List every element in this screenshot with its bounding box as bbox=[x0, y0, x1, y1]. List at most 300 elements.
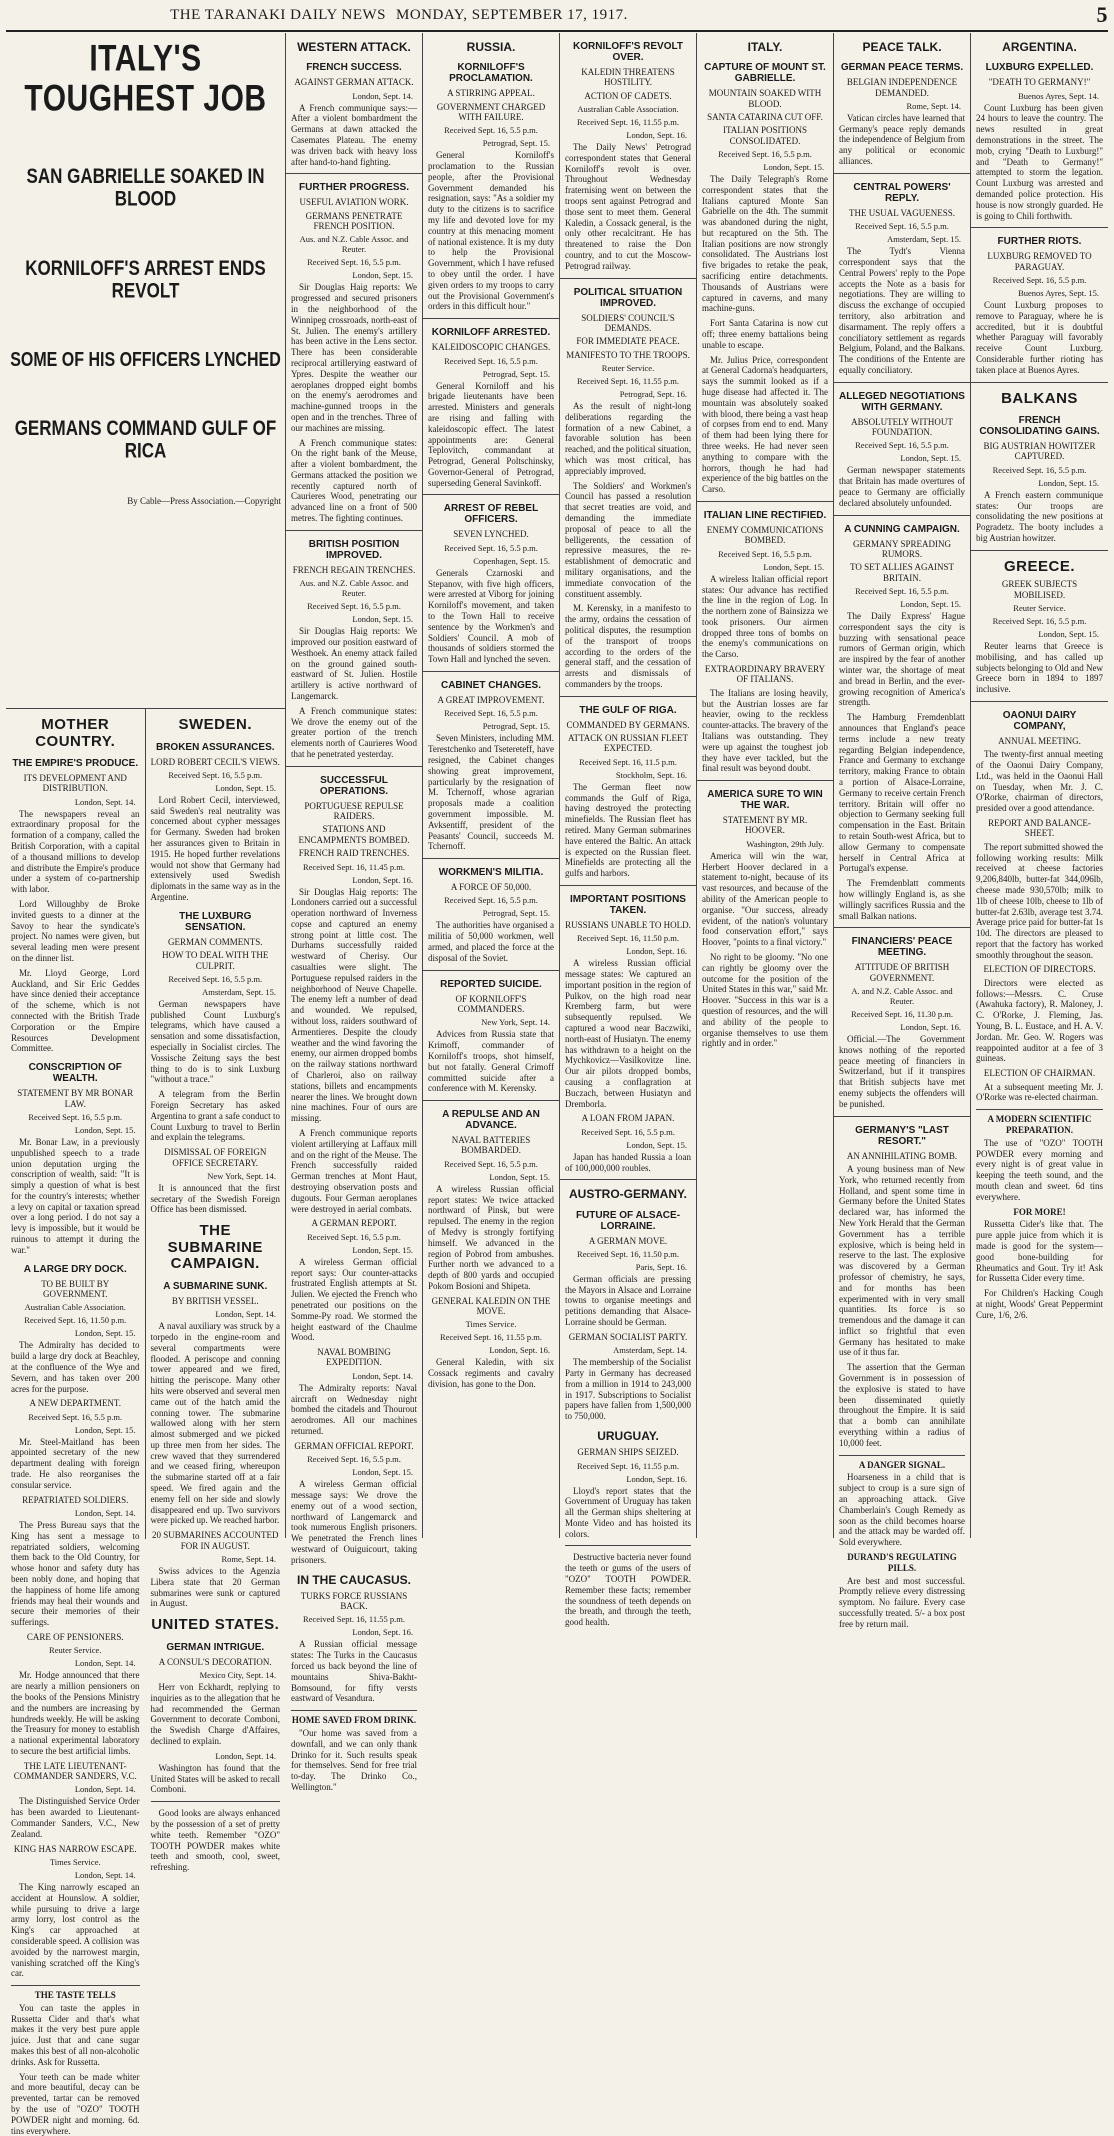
article-text: Mr. Steel-Maitland has been appointed secretary of the new department dealing with foreign trade. He also reorganises the consular service. bbox=[11, 1436, 140, 1490]
ad-text: Your teeth can be made whiter and more beautiful, decay can be prevented, tartar can be removed by the use of "OZO" TOOTH POWDER night and morning. 6d. tins everywhere. bbox=[11, 2071, 140, 2136]
subhead: BROKEN ASSURANCES. bbox=[155, 741, 275, 753]
deck: GERMANY SPREADING RUMORS. bbox=[853, 538, 951, 559]
article-text: Count Luxburg proposes to remove to Paraguay, where he is accredited, but it is doubtful whether Paraguay will favorably receive Count Luxburg. Considerable further rioting has taken place at Buenos Ayres. bbox=[976, 299, 1103, 375]
article-text: Herr von Eckhardt, replying to inquiries as to the allegation that he had recommended the German Government to decorate Comboni, the Swedish Charge d'Affaires, declined to explain. bbox=[150, 1681, 280, 1746]
article-text: The Daily News' Petrograd correspondent states that General Korniloff's revolt is over. Throughout Wednesday fraternising went on between the troops sent against Petrograd and those sent to meet them. General Kaledin, a Cossack general, is the only other recalcitrant. He has threatened to raise the Don country, and to cut the Moscow-Petrograd railway. bbox=[565, 142, 691, 271]
received-time: Received Sept. 16, 5.5 p.m. bbox=[307, 1231, 401, 1242]
received-time: Received Sept. 16, 5.5 p.m. bbox=[992, 615, 1087, 626]
headline: BALKANS bbox=[1001, 389, 1078, 407]
article-text: Count Luxburg has been given 24 hours to leave the country. The news resulted in great demonstrations in the street. The mob, crying "Death to Luxburg!" and "Death to Germany!" attempted to storm the legation. Count Luxburg was arrested and demanded police protection. His house is now strongly guarded. He is going to Chili forthwith. bbox=[976, 102, 1103, 221]
ad-title: A DANGER SIGNAL. bbox=[858, 1459, 946, 1470]
column-argentina bbox=[971, 33, 1108, 1538]
deck: A GERMAN MOVE. bbox=[588, 1235, 668, 1246]
received-time: Received Sept. 16, 5.5 p.m. bbox=[718, 548, 812, 559]
dateline: London, Sept. 16. bbox=[352, 1627, 413, 1638]
dateline: London, Sept. 15. bbox=[1038, 477, 1099, 488]
masthead-title: THE TARANAKI DAILY NEWS bbox=[170, 6, 386, 23]
ad-title: THE TASTE TELLS bbox=[34, 1990, 116, 2001]
headline: NAVAL BOMBING EXPEDITION. bbox=[317, 1347, 391, 1368]
article-text: The Daily Telegraph's Rome correspondent states that the Italians captured Monte San Gabrielle on the 4th. The summit was abandoned during the night, but recaptured on the 5th. The Italian positions are now strongly consolidated. The Austrians lost five brigades to retake the peak, sacrificing entire detachments. Thousands of Austrians were captured in caverns, and many machine-guns. bbox=[702, 173, 828, 314]
banner-headline-3: KORNILOFF'S ARREST ENDS REVOLT bbox=[25, 255, 266, 303]
headline: GERMAN OFFICIAL REPORT. bbox=[294, 1440, 414, 1451]
dateline: Washington, 29th July. bbox=[746, 838, 824, 849]
dateline: Rome, Sept. 14. bbox=[221, 1553, 276, 1564]
deck: ENEMY COMMUNICATIONS BOMBED. bbox=[706, 525, 824, 546]
dateline: Copenhagen, Sept. 15. bbox=[473, 555, 550, 566]
dateline: London, Sept. 15. bbox=[763, 561, 824, 572]
subhead: FUTURE OF ALSACE-LORRAINE. bbox=[575, 1209, 681, 1232]
headline: FINANCIERS' PEACE MEETING. bbox=[851, 936, 953, 959]
dateline: Petrograd, Sept. 15. bbox=[482, 908, 550, 919]
advertisement bbox=[151, 1801, 281, 1873]
article-text: The assertion that the German Government is in possession of the explosive is stated to have been disseminated quietly throughout the Empire. It is said that a bomb can annihilate everything within a radius of 10,000 feet. bbox=[839, 1362, 965, 1448]
headline: AMERICA SURE TO WIN THE WAR. bbox=[707, 789, 823, 812]
article-text: A naval auxiliary was struck by a torpedo in the engine-room and several compartments were flooded. A periscope and conning tower appeared and we fired, hitting the periscope. Many other hits were observed and several men came out of the hatch amid the conning tower. The submarine wallowed along with her stern almost submerged and we picked up three men from her sides. The crew waved that they surrendered and we ceased firing, whereupon the submarine started off at a fair speed. We fired again and the enemy fell on her side and slowly disappeared end up. Two survivors were picked up. We reached harbor. bbox=[150, 1321, 280, 1526]
article-text: Official.—The Government knows nothing of the reported peace meeting of financiers in Switzerland, but if it transpires that British subjects have met enemy subjects the offenders will be punished. bbox=[839, 1034, 965, 1109]
deck: A FORCE OF 50,000. bbox=[450, 882, 532, 893]
dateline: London, Sept. 15. bbox=[352, 1467, 413, 1478]
ad-text: For Children's Hacking Cough at night, Woods' Great Peppermint Cure, 1/6, 2/6. bbox=[976, 1288, 1103, 1320]
deck: GERMANS PENETRATE FRENCH POSITION. bbox=[305, 210, 403, 231]
headline: BRITISH POSITION IMPROVED. bbox=[308, 538, 400, 561]
deck: ITS DEVELOPMENT AND DISTRIBUTION. bbox=[23, 773, 127, 794]
dateline: London, Sept. 16. bbox=[489, 1345, 550, 1356]
article-text: A French communique states: We drove the enemy out of the greater portion of the trench elements north of Caurieres Wood that he penetrated yesterday. bbox=[291, 705, 417, 759]
deck: OF KORNILOFF'S COMMANDERS. bbox=[455, 993, 527, 1014]
headline: URUGUAY. bbox=[597, 1428, 659, 1443]
headline: FURTHER RIOTS. bbox=[997, 236, 1082, 248]
article-text: Mr. Julius Price, correspondent at General Cadorna's headquarters, says the summit looked as if a huge disease had affected it. The mountain was absolutely soaked with blood, there being a vast heap of corpses from end to end. Many of them had been lying there for three weeks. He had never seen anything to compare with the horrors, though he had had experience of the big battles on the Carso. bbox=[702, 354, 828, 495]
dateline: London, Sept. 16. bbox=[626, 130, 687, 141]
received-time: Received Sept. 16, 5.5 p.m. bbox=[307, 257, 401, 268]
deck: PORTUGUESE REPULSE RAIDERS. bbox=[304, 800, 404, 822]
article-text: Advices from Russia state that Krimoff, commander of Korniloff's troops, shot himself, but not fatally. General Crimoff committed suicide after a conference with M. Kerensky. bbox=[428, 1029, 554, 1094]
received-time: Received Sept. 16, 5.5 p.m. bbox=[307, 1454, 401, 1465]
received-time: Received Sept. 16, 5.5 p.m. bbox=[444, 355, 538, 366]
article-text: America will win the war, Herbert Hoover declared in a statement to-night, because of its vast resources, and because of the ability of the American people to organise. "Our success, already evident, of the nation's voluntary food conservation effort," says Hoover, "points to a final victory." bbox=[702, 850, 828, 948]
ad-text: Hoarseness in a child that is subject to croup is a sure sign of an approaching attack. Give Chamberlain's Cough Remedy as soon as the child becomes hoarse and the attack may be warded off. Sold everywhere. bbox=[839, 1472, 965, 1548]
headline: A LOAN FROM JAPAN. bbox=[581, 1113, 675, 1124]
headline: A GERMAN REPORT. bbox=[311, 1218, 397, 1229]
received-time: Received Sept. 16, 11.50 p.m. bbox=[24, 1315, 127, 1326]
source: Times Service. bbox=[49, 1856, 101, 1867]
article-text: A Russian official message states: The Turks in the Caucasus forced us back beyond the line of mountains Shiva-Bakht-Bomsound, for fifty versts eastward of Vesandura. bbox=[291, 1639, 417, 1704]
banner-headline-4: SOME OF HIS OFFICERS LYNCHED bbox=[10, 350, 281, 372]
dateline: Petrograd, Sept. 15. bbox=[482, 721, 550, 732]
dateline: London, Sept. 15. bbox=[626, 1139, 687, 1150]
deck: BIG AUSTRIAN HOWITZER CAPTURED. bbox=[983, 441, 1096, 462]
dateline: Amsterdam, Sept. 15. bbox=[887, 234, 961, 245]
dateline: London, Sept. 14. bbox=[74, 796, 136, 807]
deck: MOUNTAIN SOAKED WITH BLOOD. bbox=[708, 88, 822, 109]
deck: HOW TO DEAL WITH THE CULPRIT. bbox=[162, 950, 269, 971]
article-text: Vatican circles have learned that Germany's peace reply demands the independence of Belgium from any political or economic alliances. bbox=[839, 112, 965, 167]
article-text: Generals Czarnoski and Stepanov, with five high officers, were arrested at Viborg for joining Korniloff's movement, and taken to the Town Hall to receive sentence by the Workmen's and Soldiers' Council. A mob of thousands of soldiers stormed the Town Hall and lynched the seven. bbox=[428, 567, 554, 665]
received-time: Received Sept. 16, 5.5 p.m. bbox=[444, 895, 538, 906]
dateline: London, Sept. 15. bbox=[489, 1171, 550, 1182]
headline: AUSTRO-GERMANY. bbox=[568, 1187, 687, 1202]
headline: THE GULF OF RIGA. bbox=[579, 704, 677, 716]
received-time: Received Sept. 16, 11.55 p.m. bbox=[303, 1614, 405, 1625]
ad-text: Russetta Cider's like that. The pure apple juice from which it is made is good for the system—good bone-building for Rheumatics and Gout. Try it! Ask for Russetta Cider every time. bbox=[976, 1219, 1103, 1284]
dateline: London, Sept. 14. bbox=[215, 1309, 276, 1320]
dateline: London, Sept. 14. bbox=[74, 1658, 136, 1669]
headline: DISMISSAL OF FOREIGN OFFICE SECRETARY. bbox=[164, 1147, 267, 1168]
source: Aus. and N.Z. Cable Assoc. and Reuter. bbox=[299, 234, 409, 255]
subhead: CAPTURE OF MOUNT ST. GABRIELLE. bbox=[704, 62, 826, 85]
article-text: At a subsequent meeting Mr. J. O'Rorke was re-elected chairman. bbox=[976, 1081, 1103, 1103]
article-text: General Korniloff and his brigade lieutenants have been arrested. Ministers and generals are rising and falling with kaleidoscopic effect. The latest appointments are: General Teplovitch, commandant at Petrograd, General Poltschinsky, Governor-General of Petrograd, superseding General Savinkoff. bbox=[428, 380, 554, 488]
deck: FRENCH REGAIN TRENCHES. bbox=[292, 564, 416, 575]
article-text: General Korniloff's proclamation to the Russian people, after the Provisional Government demanded his resignation, says: "As a soldier my duty to the citizens is to sacrifice my life and devoted love for my country at this menacing moment of national existence. It is my duty to help the Provisional Government, which I have refused to obey until the order. I have given orders to my troops to carry out the Provisional Government's orders in this difficult hour." bbox=[428, 150, 554, 312]
received-time: Received Sept. 16, 5.5 p.m. bbox=[992, 274, 1087, 285]
dateline: Rome, Sept. 14. bbox=[906, 100, 961, 111]
deck: COMMANDED BY GERMANS. bbox=[566, 719, 690, 730]
deck: ITALIAN POSITIONS CONSOLIDATED. bbox=[722, 125, 808, 146]
ad-title: A MODERN SCIENTIFIC PREPARATION. bbox=[987, 1114, 1092, 1135]
article-text: A telegram from the Berlin Foreign Secretary has asked Argentina to grant a safe conduct to Count Luxburg to travel to Berlin and explain the telegrams. bbox=[150, 1089, 280, 1143]
source: Times Service. bbox=[465, 1319, 517, 1330]
deck: ATTITUDE OF BRITISH GOVERNMENT. bbox=[854, 962, 950, 983]
headline: CONSCRIPTION OF WEALTH. bbox=[28, 1062, 122, 1085]
article-text: The Daily Express' Hague correspondent says the city is buzzing with sensational peace rumors of German origin, which are inspired by the fear of another winter war, the shortage of meat and bread in Berlin, and the ever-growing recognition of America's strength. bbox=[839, 611, 965, 708]
article-text: Mr. Hodge announced that there are nearly a million pensioners on the books of the Pensions Ministry and the numbers are increasing by hundreds weekly. He will be asking the Treasury for money to establish a national experimental laboratory to secure the best artificial limbs. bbox=[11, 1670, 140, 1756]
article-text: A French communique states: On the right bank of the Meuse, after a violent bombardment, the Germans attacked the position we recently captured north of Caurieres Wood, penetrating our advanced line on a front of 500 metres. The fighting continues. bbox=[291, 437, 417, 524]
source: Australian Cable Association. bbox=[24, 1302, 126, 1313]
deck: FRENCH RAID TRENCHES. bbox=[298, 848, 410, 859]
advertisement bbox=[839, 1455, 965, 1630]
deck: ATTACK ON RUSSIAN FLEET EXPECTED. bbox=[567, 733, 689, 754]
deck: MANIFESTO TO THE TROOPS. bbox=[566, 349, 690, 360]
column-italy bbox=[697, 33, 834, 1538]
deck: AN ANNIHILATING BOMB. bbox=[846, 1150, 958, 1161]
received-time: Received Sept. 16, 5.5 p.m. bbox=[992, 464, 1087, 475]
page-number: 5 bbox=[1096, 2, 1108, 27]
dateline: London, Sept. 16. bbox=[626, 1473, 687, 1484]
article-text: Japan has handed Russia a loan of 100,000,000 roubles. bbox=[565, 1151, 691, 1173]
headline: THE SUBMARINE CAMPAIGN. bbox=[167, 1222, 263, 1273]
ad-title: FOR MORE! bbox=[1013, 1206, 1066, 1217]
article-text: Lord Willoughby de Broke invited guests to a dinner at the Savoy to hear the syndicate's project. No names were given, but several leading men were present on the dinner list. bbox=[11, 899, 140, 964]
received-time: Received Sept. 16, 11.5 p.m. bbox=[579, 756, 677, 767]
article-text: German newspapers have published Count Luxburg's telegrams, which have caused a sensation and some dissatisfaction, especially in Socialist circles. The Vossische Zeitung says the best thing to do is to sink Luxburg "without a trace." bbox=[150, 998, 280, 1085]
headline: ALLEGED NEGOTIATIONS WITH GERMANY. bbox=[839, 390, 965, 413]
deck: TO BE BUILT BY GOVERNMENT. bbox=[41, 1278, 110, 1300]
dateline: London, Sept. 15. bbox=[352, 270, 413, 281]
subhead: THE EMPIRE'S PRODUCE. bbox=[12, 758, 139, 769]
article-text: German newspaper statements that Britain has made overtures of peace to Germany are officially declared absolutely unfounded. bbox=[839, 465, 965, 508]
received-time: Received Sept. 16, 5.5 p.m. bbox=[718, 148, 812, 159]
deck: STATIONS AND ENCAMPMENTS BOMBED. bbox=[298, 824, 410, 845]
banner-headline-1: ITALY'S TOUGHEST JOB bbox=[24, 37, 267, 119]
article-text: General Kaledin, with six Cossack regiments and cavalry division, has gone to the Don. bbox=[428, 1357, 554, 1390]
article-text: Sir Douglas Haig reports: We improved our position eastward of Westhoek. An enemy attack failed on the ground gained south-eastward of St. Julien. Hostile artillery is active northward of Langemarck. bbox=[291, 626, 417, 701]
headline: ITALIAN LINE RECTIFIED. bbox=[703, 510, 827, 522]
headline: GERMAN SOCIALIST PARTY. bbox=[568, 1331, 688, 1342]
received-time: Received Sept. 16, 5.5 p.m. bbox=[168, 769, 263, 780]
deck: ELECTION OF DIRECTORS. bbox=[983, 964, 1096, 975]
deck: STATEMENT BY MR BONAR LAW. bbox=[17, 1088, 134, 1109]
headline: KORNILOFF ARRESTED. bbox=[431, 327, 551, 339]
masthead-date: MONDAY, SEPTEMBER 17, 1917. bbox=[396, 6, 628, 23]
article-text: Swiss advices to the Agenzia Libera state that 20 German submarines were sunk or captured in August. bbox=[150, 1565, 280, 1609]
article-text: The Hamburg Fremdenblatt announces that England's peace terms include a new treaty regarding Belgian independence, France and Germany to exchange territory, making France to obtain a portion of Alsace-Lorraine, Germany to receive certain French territory. Britain will offer no objection to Germany seeking full compensation in the East. Britain to retain South-west Africa, but to allow Germany to compensate herself in Central Africa at Portugal's expense. bbox=[839, 712, 965, 874]
deck: KALEDIN THREATENS HOSTILITY. bbox=[581, 67, 675, 88]
front-banner bbox=[6, 33, 285, 708]
article-text: The twenty-first annual meeting of the Oaonui Dairy Company, Ltd., was held in the Oaonui Hall on Tuesday, when Mr. J. C. O'Rorke, chairman of directors, presided over a good attendance. bbox=[976, 749, 1103, 814]
deck: A GREAT IMPROVEMENT. bbox=[437, 695, 545, 705]
dateline: London, Sept. 14. bbox=[352, 1370, 413, 1381]
deck: REPORT AND BALANCE-SHEET. bbox=[988, 818, 1091, 839]
subhead: KORNILOFF'S PROCLAMATION. bbox=[449, 62, 533, 85]
article-text: The Press Bureau says that the King has sent a message to repatriated soldiers, welcoming them back to the Old Country, for whose honor and safety duty has been nobly done, and hoping that the happiness of home life among friends may heal their wounds and secure their memories of their sufferings. bbox=[11, 1520, 140, 1628]
headline: GERMANY'S "LAST RESORT." bbox=[855, 1124, 949, 1147]
dateline: London, Sept. 15. bbox=[74, 1124, 136, 1135]
deck: TURKS FORCE RUSSIANS BACK. bbox=[300, 1590, 408, 1612]
headline: SUCCESSFUL OPERATIONS. bbox=[319, 774, 389, 797]
dateline: Paris, Sept. 16. bbox=[635, 1261, 687, 1272]
received-time: Received Sept. 16, 5.5 p.m. bbox=[855, 221, 949, 232]
received-time: Received Sept. 16, 11.55 p.m. bbox=[577, 375, 679, 386]
received-time: Received Sept. 16, 5.5 p.m. bbox=[444, 1158, 538, 1169]
source: Aus. and N.Z. Cable Assoc. and Reuter. bbox=[299, 578, 409, 599]
headline: WESTERN ATTACK. bbox=[297, 40, 411, 54]
deck: NAVAL BATTERIES BOMBARDED. bbox=[451, 1135, 531, 1156]
deck: THE USUAL VAGUENESS. bbox=[848, 207, 956, 218]
article-text: The German fleet now commands the Gulf of Riga, having destroyed the protecting minefields. The Russian fleet has retired. Many German submarines have entered the Baltic. An attack is expected on the Russian fleet. Minefields are protecting all the gulfs and harbors. bbox=[565, 781, 691, 879]
subhead: LUXBURG EXPELLED. bbox=[985, 62, 1094, 74]
article-text: Mr. Bonar Law, in a previously unpublished speech to a trade union deputation urging the conscription of wealth, said: "It is simply a question of what is best for the country's interests; whether a levy on capital or taxation spread over a long period. I do not say a levy is impossible, but it would be ruinous to attempt it during the war." bbox=[11, 1136, 140, 1255]
column-peace-talk bbox=[834, 33, 971, 1629]
deck: BY BRITISH VESSEL. bbox=[171, 1295, 259, 1306]
headline: IMPORTANT POSITIONS TAKEN. bbox=[570, 893, 686, 916]
article-text: The Admiralty has decided to build a large dry dock at Beachley, at the confluence of the Wye and Severn, and has taken over 200 acres for the purpose. bbox=[11, 1340, 140, 1394]
deck: STATEMENT BY MR. HOOVER. bbox=[722, 815, 808, 836]
deck: LORD ROBERT CECIL'S VIEWS. bbox=[150, 756, 280, 767]
banner-headline-5: GERMANS COMMAND GULF OF RICA bbox=[14, 416, 277, 463]
article-text: No right to be gloomy. "No one can rightly be gloomy over the outcome for the position of the United States in this war," said Mr. Hoover. "Success in this war is a question of resources, and the will and ability of the people to organise themselves to use them rightly and in order." bbox=[702, 952, 828, 1049]
dateline: New York, Sept. 14. bbox=[481, 1017, 550, 1028]
headline: RUSSIA. bbox=[466, 40, 516, 54]
article-text: The Distinguished Service Order has been awarded to Lieutenant-Commander Sanders, V.C., New Zealand. bbox=[11, 1796, 140, 1839]
headline: CARE OF PENSIONERS. bbox=[26, 1631, 124, 1642]
column-sweden bbox=[146, 709, 286, 1873]
dateline: London, Sept. 14. bbox=[215, 1750, 276, 1761]
deck: GOVERNMENT CHARGED WITH FAILURE. bbox=[436, 101, 546, 122]
deck: "DEATH TO GERMANY!" bbox=[988, 77, 1091, 88]
dateline: Buenos Ayres, Sept. 14. bbox=[1018, 90, 1099, 101]
subhead: FRENCH SUCCESS. bbox=[306, 62, 402, 74]
headline: REPATRIATED SOLDIERS. bbox=[22, 1494, 129, 1505]
ad-text: The use of "OZO" TOOTH POWDER every morning and every night is of great value in keeping the teeth sound, and the mouth clean and sweet. 6d tins everywhere. bbox=[976, 1137, 1103, 1202]
received-time: Received Sept. 16, 5.5 p.m. bbox=[444, 542, 538, 553]
dateline: London, Sept. 15. bbox=[763, 161, 824, 172]
column-revolt-over bbox=[560, 33, 697, 1628]
article-text: Lord Robert Cecil, interviewed, said Sweden's real neutrality was concerned about cypher messages for Germany. Sweden had broken her assurances given to Britain in 1915. He hoped further revelations would not show that Germany had extensively used Swedish diplomats in the same way as in the Argentine. bbox=[150, 794, 280, 903]
deck: FOR IMMEDIATE PEACE. bbox=[576, 336, 680, 347]
headline: A CUNNING CAMPAIGN. bbox=[844, 523, 960, 535]
source: Australian Cable Association. bbox=[577, 104, 679, 115]
deck: TO SET ALLIES AGAINST BRITAIN. bbox=[850, 562, 954, 583]
article-text: Fort Santa Catarina is now cut off; three enemy battalions being unable to escape. bbox=[702, 318, 828, 350]
article-text: A wireless Russian official report states: We twice attacked northward of Pinsk, but were repulsed. The enemy in the region of Medvy is strongly fortifying himself. We advanced in the region of Pobrod from ambushes. Further north we advanced to a depth of 800 yards and occupied Pokom Bosioni and Shipeta. bbox=[428, 1183, 554, 1291]
article-text: Reuter learns that Greece is mobilising, and has called up subjects belonging to Old and New Greece born in 1894 to 1897 inclusive. bbox=[976, 640, 1103, 695]
advertisement bbox=[976, 1109, 1103, 1320]
article-text: It is announced that the first secretary of the Swedish Foreign Office has been dismissed. bbox=[150, 1182, 280, 1215]
article-text: Mr. Lloyd George, Lord Auckland, and Sir Eric Geddes have since denied their acceptance of the scheme, which is not connected with the British Trade Corporation or the Empire Resources Development Committee. bbox=[11, 967, 140, 1054]
dateline: Petrograd, Sept. 15. bbox=[482, 138, 550, 149]
article-text: The Tydt's Vienna correspondent says that the Central Powers' reply to the Pope accepts the Note as a basis for negotiations. They are willing to discuss the exchange of occupied territory, also arbitration and disarmament. The reply offers a conciliatory settlement as regards Belgium, Poland, and the Balkans. The conditions of the Entente are equally conciliatory. bbox=[839, 246, 965, 375]
article-text: A French communique reports violent artillerying at Laffaux mill and on the right of the Meuse. The French successfully raided German trenches at Mont Haut, destroying observation posts and dugouts. Four German aeroplanes were destroyed in aerial combats. bbox=[291, 1128, 417, 1214]
headline: UNITED STATES. bbox=[151, 1616, 280, 1634]
banner-credit: By Cable—Press Association.—Copyright bbox=[127, 495, 281, 506]
article-text: The Fremdenblatt comments how willingly England is, as she willingly sacrifices Russia and the small Balkan nations. bbox=[839, 878, 965, 921]
dateline: Petrograd, Sept. 16. bbox=[619, 388, 687, 399]
received-time: Received Sept. 16, 11.55 p.m. bbox=[440, 1332, 542, 1343]
dateline: London, Sept. 14. bbox=[74, 1784, 136, 1795]
headline: GENERAL KALEDIN ON THE MOVE. bbox=[431, 1295, 551, 1317]
article-text: A French communique says:—After a violent bombardment the Germans at dawn attacked the Casemates Plateau. The enemy was driven back with heavy loss after hand-to-hand fighting. bbox=[291, 102, 417, 167]
article-text: The report submitted showed the following working results: Milk received at cheese factories 9,206,840lb, butter-fat 344,096lb, cheese made 930,570lb; milk to 1lb of cheese 10lb, cheese to 1lb of butter-fat 2.63lb, average test 3.74. Average price paid for butter-fat 1s 10d. The directors are pleased to report that the factory has worked smoothly throughout the season. bbox=[976, 841, 1103, 960]
headline: WORKMEN'S MILITIA. bbox=[438, 867, 544, 879]
dateline: London, Sept. 16. bbox=[900, 1022, 961, 1033]
headline: EXTRAORDINARY BRAVERY OF ITALIANS. bbox=[704, 664, 826, 685]
received-time: Received Sept. 16, 11.30 p.m. bbox=[851, 1009, 953, 1020]
columns bbox=[6, 33, 1108, 2136]
deck: USEFUL AVIATION WORK. bbox=[299, 197, 409, 208]
dateline: London, Sept. 15. bbox=[352, 614, 413, 625]
dateline: London, Sept. 15. bbox=[900, 599, 961, 610]
source: A. and N.Z. Cable Assoc. and Reuter. bbox=[851, 986, 953, 1007]
deck: A CONSUL'S DECORATION. bbox=[158, 1656, 272, 1667]
deck: AGAINST GERMAN ATTACK. bbox=[294, 77, 414, 88]
headline: FURTHER PROGRESS. bbox=[298, 182, 409, 194]
received-time: Received Sept. 16, 5.5 p.m. bbox=[855, 440, 949, 451]
received-time: Received Sept. 16, 5.5 p.m. bbox=[855, 586, 949, 597]
article-text: A young business man of New York, who returned recently from Holland, and spent some time in Germany before the United States declared war, has informed the New York Herald that the German Government has a terrible explosive, which is being held in reserve to the last. The explosive was discovered by a German professor of chemistry, he says, and for months has been experimented with in very small quantities. Its force is so tremendous and the damage it can inflict so frightful that even Germany has hesitated to make use of it thus far. bbox=[839, 1163, 965, 1358]
column-western-attack bbox=[286, 33, 423, 1792]
article-text: A French eastern communique states: Our troops are consolidating the new positions at Pogradetz. The booty includes a big Austrian howitzer. bbox=[976, 489, 1103, 543]
headline: REPORTED SUICIDE. bbox=[440, 978, 542, 990]
dateline: London, Sept. 15. bbox=[1038, 628, 1099, 639]
article-text: Sir Douglas Haig reports: We progressed and secured prisoners in the neighborhood of the Winnipeg crossroads, north-east of St. Julien. The enemy's artillery has been active in the Lens sector. There has been considerable reciprocal artillerying eastward of Ypres. Despite the weather our aeroplanes dropped eight bombs on the enemy's aerodromes and machine-gunned troops in the open and in the trenches. Three of our machines are missing. bbox=[291, 282, 417, 433]
headline: THE LATE LIEUTENANT-COMMANDER SANDERS, V.C. bbox=[13, 1760, 137, 1782]
dateline: Buenos Ayres, Sept. 15. bbox=[1018, 287, 1099, 298]
headline: CENTRAL POWERS' REPLY. bbox=[853, 181, 951, 204]
deck: KALEIDOSCOPIC CHANGES. bbox=[431, 342, 551, 353]
dateline: London, Sept. 16. bbox=[626, 946, 687, 957]
article-text: A wireless German official message says: We drove the enemy out of a wood section, northward of Langemarck and took numerous English prisoners. We penetrated the French lines westward of Ouiguicourt, taking prisoners. bbox=[291, 1479, 417, 1565]
dateline: Stockholm, Sept. 16. bbox=[615, 769, 687, 780]
banner-headline-2: SAN GABRIELLE SOAKED IN BLOOD bbox=[26, 164, 265, 211]
column-mother-country bbox=[6, 709, 146, 2136]
lead-subcolumns bbox=[6, 708, 285, 2136]
ad-text: Are best and most successful. Promptly relieve every distressing symptom. No failure. Every case successfully treated. 5/- a box post free by return mail. bbox=[839, 1575, 965, 1629]
article-text: The membership of the Socialist Party in Germany has decreased from a million in 1914 to 243,000 in 1917. Subscriptions to Socialist papers have fallen from 1,500,000 to 750,000. bbox=[565, 1357, 691, 1422]
article-text: The Soldiers' and Workmen's Council has passed a resolution that secret treaties are void, and demanding the immediate proposal of peace to all the belligerents, the cessation of repressive measures, the re-establishment of democratic and military organisations, and the immediate convocation of the constituent assembly. bbox=[565, 480, 691, 599]
article-text: Washington has found that the United States will be asked to recall Comboni. bbox=[150, 1762, 280, 1795]
deck: GREEK SUBJECTS MOBILISED. bbox=[1001, 579, 1078, 600]
deck: GERMAN COMMENTS. bbox=[167, 936, 263, 947]
received-time: Received Sept. 16, 11.45 p.m. bbox=[303, 861, 405, 872]
received-time: Received Sept. 16, 11.55 p.m. bbox=[577, 1460, 679, 1471]
dateline: Amsterdam, Sept. 15. bbox=[202, 986, 276, 997]
dateline: London, Sept. 15. bbox=[215, 782, 276, 793]
headline: A REPULSE AND AN ADVANCE. bbox=[442, 1109, 540, 1132]
dateline: London, Sept. 14. bbox=[74, 1869, 136, 1880]
received-time: Received Sept. 16, 5.5 p.m. bbox=[28, 1111, 123, 1122]
dateline: London, Sept. 15. bbox=[74, 1328, 136, 1339]
received-time: Received Sept. 16, 5.5 p.m. bbox=[444, 125, 538, 136]
received-time: Received Sept. 16, 5.5 p.m. bbox=[581, 1126, 675, 1137]
deck: ANNUAL MEETING. bbox=[998, 735, 1081, 746]
headline: KING HAS NARROW ESCAPE. bbox=[13, 1843, 137, 1854]
headline: KORNILOFF'S REVOLT OVER. bbox=[573, 41, 683, 63]
dateline: Mexico City, Sept. 14. bbox=[199, 1669, 276, 1680]
deck: SANTA CATARINA CUT OFF. bbox=[707, 111, 823, 122]
article-text: German officials are pressing the Mayors in Alsace and Lorraine towns to organise meetings and petitions demanding that Alsace-Lorraine should be German. bbox=[565, 1273, 691, 1328]
dateline: London, Sept. 15. bbox=[352, 1244, 413, 1255]
advertisement bbox=[565, 1545, 691, 1628]
headline: A NEW DEPARTMENT. bbox=[29, 1398, 122, 1409]
headline: 20 SUBMARINES ACCOUNTED FOR IN AUGUST. bbox=[151, 1530, 279, 1551]
article-text: Seven Ministers, including MM. Terestchenko and Tsetereteff, have resigned, the Cabinet changes showing great improvement, particularly by the resignation of M. Tchernoff, whose agrarian proposals made a coalition government impossible. M. Avksentiff, president of the Peasants' Council, succeeds M. Tchernoff. bbox=[428, 733, 554, 852]
ad-text: You can taste the apples in Russetta Cider and that's what makes it the very best pure apple juice. Just that and cane sugar makes this best of all non-alcoholic drinks. Ask for Russetta. bbox=[11, 2002, 140, 2067]
deck: GERMAN SHIPS SEIZED. bbox=[577, 1447, 679, 1458]
article-text: The newspapers reveal an extraordinary proposal for the formation of a company, called the British Corporation, with a capital of a thousand millions to develop and distribute the Empire's produce under a system of co-partnership with labor. bbox=[11, 808, 140, 895]
deck: RUSSIANS UNABLE TO HOLD. bbox=[565, 919, 691, 930]
dateline: London, Sept. 16. bbox=[352, 874, 413, 885]
article-text: The Italians are losing heavily, but the Austrian losses are far heavier, owing to the reckless counter-attacks. The bravery of the Italians was outstanding. They were up against the toughest job they have ever tackled, but the final result was beyond doubt. bbox=[702, 687, 828, 774]
ad-text: Good looks are always enhanced by the possession of a set of pretty white teeth. Remember "OZO" TOOTH POWDER makes white teeth and smooth, cool, sweet, refreshing. bbox=[150, 1808, 280, 1873]
headline: POLITICAL SITUATION IMPROVED. bbox=[573, 286, 683, 309]
article-text: The authorities have organised a militia of 50,000 workmen, well armed, and placed the force at the disposal of the Soviet. bbox=[428, 920, 554, 963]
dateline: New York, Sept. 14. bbox=[207, 1170, 276, 1181]
headline: IN THE CAUCASUS. bbox=[296, 1572, 411, 1587]
ad-title: DURAND'S REGULATING PILLS. bbox=[847, 1552, 957, 1573]
article-text: Directors were elected as follows:—Messrs. C. Cruse (Awahuka factory), R. Maloney, J. C. O'Rorke, J. Fleming, Jas. Young, B. L. Eustace, and H. A. V. Jordan. Mr. Geo. W. Rogers was reappointed auditor at a fee of 3 guineas. bbox=[976, 977, 1103, 1064]
ad-title: HOME SAVED FROM DRINK. bbox=[291, 1715, 417, 1726]
headline: ARREST OF REBEL OFFICERS. bbox=[443, 503, 539, 526]
article-text: The King narrowly escaped an accident at Hounslow. A soldier, while pursuing to drive a large army lorry, lost control as the King's car approached at considerable speed. A collision was avoided by the narrowest margin, vanishing scratched off the King's car. bbox=[11, 1881, 140, 1979]
deck: A STIRRING APPEAL. bbox=[447, 88, 535, 99]
deck: ELECTION OF CHAIRMAN. bbox=[983, 1068, 1096, 1079]
dateline: Petrograd, Sept. 15. bbox=[482, 368, 550, 379]
received-time: Received Sept. 16, 5.5 p.m. bbox=[307, 601, 401, 612]
received-time: Received Sept. 16, 11.50 p.m. bbox=[577, 1248, 679, 1259]
ad-text: "Our home was saved from a downfall, and we can only thank Drinko for it. Such results speak for themselves. Send for free trial to-day. The Drinko Co., Wellington." bbox=[291, 1727, 417, 1792]
article-text: A wireless Italian official report states: Our advance has rectified the line in the region of Log. In the northern zone of Bainsizza we took prisoners. Our airmen dropped three tons of bombs on the enemy's communications on the Carso. bbox=[702, 573, 828, 660]
article-text: A wireless German official report says: Our counter-attacks frustrated English attempts at St. Julien. We ejected the French who penetrated our positions on the Somme-Py road. We stormed the height eastward of the Chaulme Wood. bbox=[291, 1256, 417, 1343]
headline: ITALY. bbox=[747, 40, 783, 54]
deck: BELGIAN INDEPENDENCE DEMANDED. bbox=[846, 77, 958, 98]
article-text: The Admiralty reports: Naval aircraft on Wednesday night bombed the citadels and Thourout aerodromes. All our machines returned. bbox=[291, 1382, 417, 1436]
deck: SOLDIERS' COUNCIL'S DEMANDS. bbox=[581, 312, 675, 333]
advertisement bbox=[291, 1710, 417, 1793]
dateline: London, Sept. 15. bbox=[900, 453, 961, 464]
article-text: Sir Douglas Haig reports: The Londoners carried out a successful operation northward of Inverness copse and captured an enemy strong point at little cost. The Durhams successfully raided westward of Cherisy. Our casualties were slight. The Portuguese repulsed raiders in the neighborhood of Neuve Chapelle. The enemy left a number of dead and wounded. We repulsed, without loss, raiders southward of Armentieres. Despite the cloudy weather and the wind favoring the enemy, our airmen dropped bombs on the railway stations northward of Charleroi, also on railway stations, billets and encampments nearer the lines. We brought down nine machines. Four of ours are missing. bbox=[291, 886, 417, 1124]
headline: THE LUXBURG SENSATION. bbox=[179, 910, 252, 933]
subhead: A SUBMARINE SUNK. bbox=[163, 1280, 268, 1292]
dateline: London, Sept. 15. bbox=[74, 1424, 136, 1435]
received-time: Received Sept. 16, 5.5 p.m. bbox=[28, 1411, 123, 1422]
deck: ABSOLUTELY WITHOUT FOUNDATION. bbox=[851, 416, 953, 438]
dateline: London, Sept. 14. bbox=[352, 90, 413, 101]
dateline: London, Sept. 14. bbox=[74, 1508, 136, 1519]
deck: LUXBURG REMOVED TO PARAGUAY. bbox=[987, 251, 1092, 272]
deck: ACTION OF CADETS. bbox=[584, 90, 672, 101]
received-time: Received Sept. 16, 11.55 p.m. bbox=[577, 117, 679, 128]
